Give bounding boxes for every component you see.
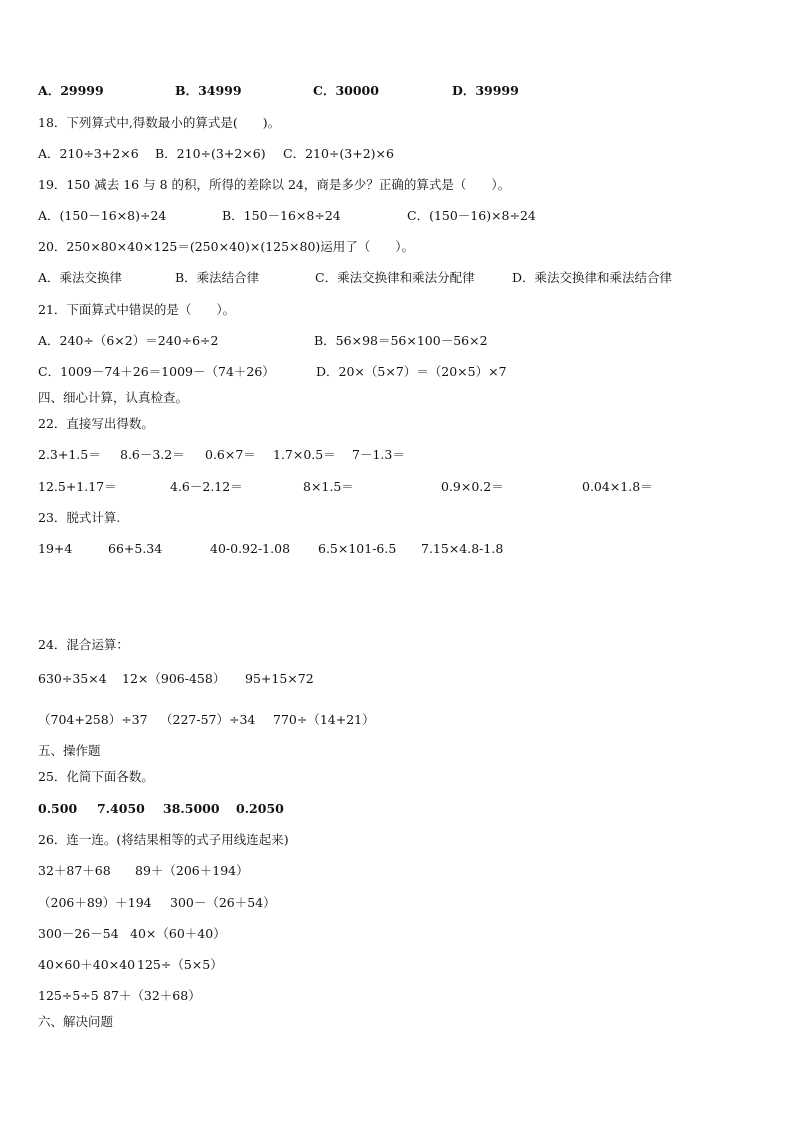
q26-right-expr: 40×（60＋40） bbox=[130, 926, 226, 941]
q18-option-c: C．210÷(3+2)×6 bbox=[283, 146, 394, 161]
q21-option-b: B．56×98＝56×100－56×2 bbox=[314, 333, 488, 348]
q18-stem: 18．下列算式中,得数最小的算式是( )。 bbox=[38, 115, 281, 130]
q24-r1-item: 12×（906-458） bbox=[122, 671, 226, 686]
q23-item: 7.15×4.8-1.8 bbox=[421, 541, 504, 556]
q21-option-d: D．20×（5×7）＝（20×5）×7 bbox=[316, 364, 507, 379]
q20-option-c: C．乘法交换律和乘法分配律 bbox=[315, 270, 475, 285]
q19-option-b: B．150－16×8÷24 bbox=[222, 208, 341, 223]
q24-r2-item: 770÷（14+21） bbox=[273, 712, 375, 727]
q24-r1-item: 95+15×72 bbox=[245, 671, 314, 686]
q22-r2-item: 12.5+1.17＝ bbox=[38, 479, 117, 494]
q22-r2-item: 0.9×0.2＝ bbox=[441, 479, 504, 494]
section-5-heading: 五、操作题 bbox=[38, 743, 101, 758]
q26-right-expr: 300－（26＋54） bbox=[170, 895, 276, 910]
q25-item: 0.2050 bbox=[236, 801, 284, 816]
q24-r2-item: （227-57）÷34 bbox=[160, 712, 256, 727]
q22-r1-item: 0.6×7＝ bbox=[205, 447, 256, 462]
q26-left-expr: （206＋89）＋194 bbox=[38, 895, 152, 910]
q26-right-expr: 87＋（32＋68） bbox=[103, 988, 201, 1003]
q23-item: 6.5×101-6.5 bbox=[318, 541, 397, 556]
q19-option-a: A．(150－16×8)÷24 bbox=[38, 208, 167, 223]
q26-left-expr: 125÷5÷5 bbox=[38, 988, 99, 1003]
q26-left-expr: 32＋87＋68 bbox=[38, 863, 111, 878]
q26-right-expr: 89＋（206＋194） bbox=[135, 863, 249, 878]
q22-r2-item: 8×1.5＝ bbox=[303, 479, 354, 494]
q23-item: 66+5.34 bbox=[108, 541, 163, 556]
q21-option-a: A．240÷（6×2）＝240÷6÷2 bbox=[38, 333, 219, 348]
q25-item: 0.500 bbox=[38, 801, 78, 816]
q20-option-d: D．乘法交换律和乘法结合律 bbox=[512, 270, 673, 285]
q26-left-expr: 300－26－54 bbox=[38, 926, 119, 941]
q26-stem: 26．连一连。(将结果相等的式子用线连起来) bbox=[38, 832, 289, 847]
q17-option-d: D．39999 bbox=[452, 83, 519, 98]
q21-option-c: C．1009－74＋26＝1009－（74＋26） bbox=[38, 364, 275, 379]
q26-right-expr: 125÷（5×5） bbox=[137, 957, 223, 972]
q17-option-b: B．34999 bbox=[175, 83, 242, 98]
q25-item: 7.4050 bbox=[97, 801, 145, 816]
q24-r1-item: 630÷35×4 bbox=[38, 671, 107, 686]
q20-option-b: B．乘法结合律 bbox=[175, 270, 260, 285]
q17-option-a: A．29999 bbox=[38, 83, 104, 98]
q23-item: 40-0.92-1.08 bbox=[210, 541, 291, 556]
q23-stem: 23．脱式计算. bbox=[38, 510, 121, 525]
q23-item: 19+4 bbox=[38, 541, 73, 556]
q18-option-a: A．210÷3+2×6 bbox=[38, 146, 139, 161]
q22-r2-item: 0.04×1.8＝ bbox=[582, 479, 653, 494]
q25-stem: 25．化简下面各数。 bbox=[38, 769, 154, 784]
q22-r1-item: 8.6－3.2＝ bbox=[120, 447, 185, 462]
q22-r2-item: 4.6－2.12＝ bbox=[170, 479, 243, 494]
q22-stem: 22．直接写出得数。 bbox=[38, 416, 154, 431]
q22-r1-item: 7－1.3＝ bbox=[352, 447, 405, 462]
q26-left-expr: 40×60＋40×40 bbox=[38, 957, 136, 972]
q22-r1-item: 1.7×0.5＝ bbox=[273, 447, 336, 462]
q21-stem: 21．下面算式中错误的是（ ）。 bbox=[38, 302, 236, 317]
q17-option-c: C．30000 bbox=[313, 83, 379, 98]
q25-item: 38.5000 bbox=[163, 801, 220, 816]
q18-option-b: B．210÷(3+2×6) bbox=[155, 146, 266, 161]
section-6-heading: 六、解决问题 bbox=[38, 1014, 114, 1029]
q19-stem: 19．150 减去 16 与 8 的积，所得的差除以 24，商是多少？正确的算式是（ ）。 bbox=[38, 177, 511, 192]
q19-option-c: C．(150－16)×8÷24 bbox=[407, 208, 536, 223]
q22-r1-item: 2.3+1.5＝ bbox=[38, 447, 101, 462]
q20-stem: 20．250×80×40×125＝(250×40)×(125×80)运用了（ ）。 bbox=[38, 239, 415, 254]
q20-option-a: A．乘法交换律 bbox=[38, 270, 123, 285]
q24-stem: 24．混合运算： bbox=[38, 637, 129, 652]
q24-r2-item: （704+258）÷37 bbox=[38, 712, 148, 727]
section-4-heading: 四、细心计算，认真检查。 bbox=[38, 390, 189, 405]
